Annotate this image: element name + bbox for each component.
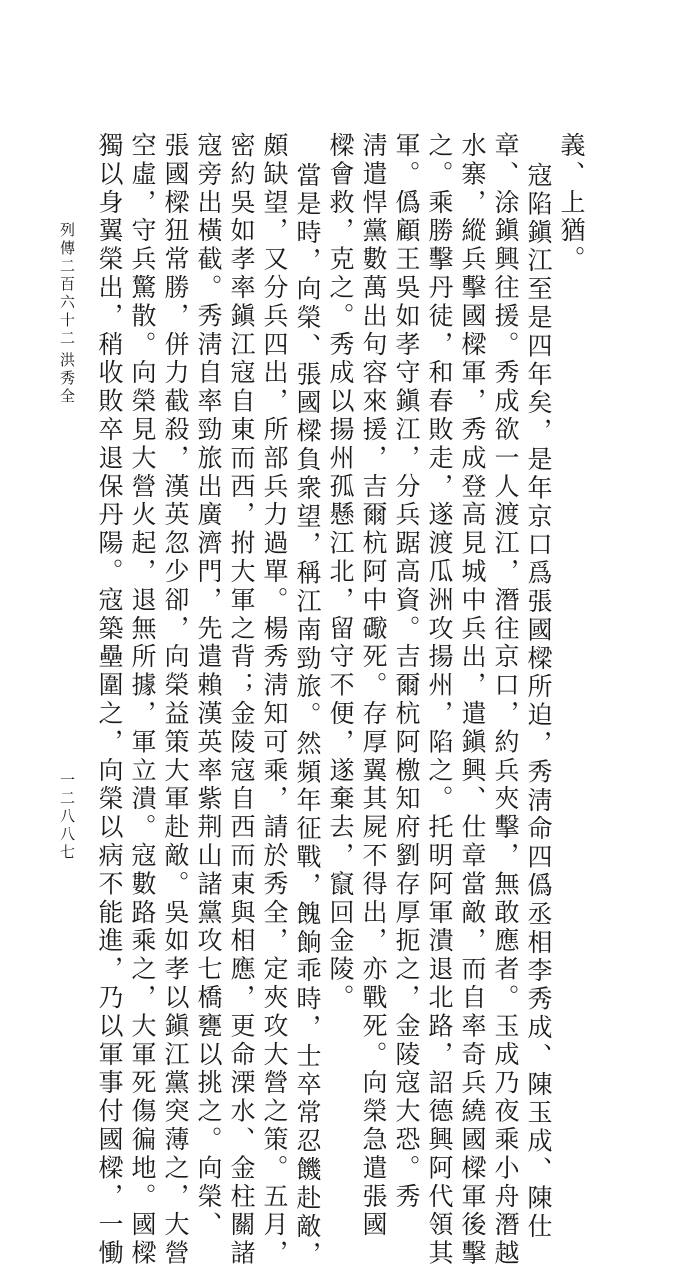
text-column-6: 軍。僞顧王吳如孝守鎭江，分兵踞高資。吉爾杭阿檄知府劉存厚扼之，金陵寇大恐。秀 <box>392 132 421 1212</box>
text-column-1: 義、上猶。 <box>557 132 586 274</box>
text-column-8: 樑會救，克之。秀成以揚州孤懸江北，留守不便，遂棄去，竄回金陵。 <box>326 132 355 1013</box>
biography-name: 洪秀全 <box>58 352 76 406</box>
text-column-5: 之。乘勝擊丹徒，和春敗走，遂渡瓜洲攻揚州，陷之。托明阿軍潰退北路，詔德興阿代領其 <box>425 132 454 1268</box>
page-number: 一二八八七 <box>58 772 76 862</box>
text-column-9: 當是時，向榮、張國樑負衆望，稱江南勁旅。然頻年征戰，餽餉乖時，士卒常忍饑赴敵， <box>293 162 322 1270</box>
text-column-7: 淸遣悍黨數萬出句容來援，吉爾杭阿中礮死。存厚翼其屍不得出，亦戰死。向榮急遣張國 <box>359 132 388 1240</box>
text-column-13: 張國樑狃常勝，併力截殺，漢英忽少卻，向榮益策大軍赴敵。吳如孝以鎭江黨突薄之，大營 <box>161 132 190 1268</box>
volume-label: 列傳二百六十二 <box>58 222 76 348</box>
text-column-2: 寇陷鎭江至是四年矣，是年京口爲張國樑所迫，秀淸命四僞丞相李秀成、陳玉成、陳仕 <box>524 162 553 1242</box>
text-column-10: 頗缺望，又分兵四出，所部兵力過單。楊秀淸知可乘，請於秀全，定夾攻大營之策。五月， <box>260 132 289 1268</box>
text-column-15: 獨以身翼榮出，稍收敗卒退保丹陽。寇築壘圍之，向榮以病不能進，乃以軍事付國樑，一慟 <box>95 132 124 1268</box>
text-column-14: 空虛，守兵驚散。向榮見大營火起，退無所據，軍立潰。寇數路乘之，大軍死傷徧地。國樑 <box>128 132 157 1268</box>
text-column-3: 章、涂鎭興往援。秀成欲一人渡江，潛往京口，約兵夾擊，無敢應者。玉成乃夜乘小舟潛越 <box>491 132 520 1268</box>
text-column-4: 水寨，縱兵擊國樑軍，秀成登高見城中兵出，遣鎭興、仕章當敵，而自率奇兵繞國樑軍後擊 <box>458 132 487 1268</box>
text-column-12: 寇旁出橫截。秀淸自率勁旅出廣濟門，先遣賴漢英率紫荆山諸黨攻七橋甕以挑之。向榮、 <box>194 132 223 1240</box>
text-column-11: 密約吳如孝率鎭江寇自東而西，拊大軍之背；金陵寇自西而東與相應，更命溧水、金柱關諸 <box>227 132 256 1268</box>
